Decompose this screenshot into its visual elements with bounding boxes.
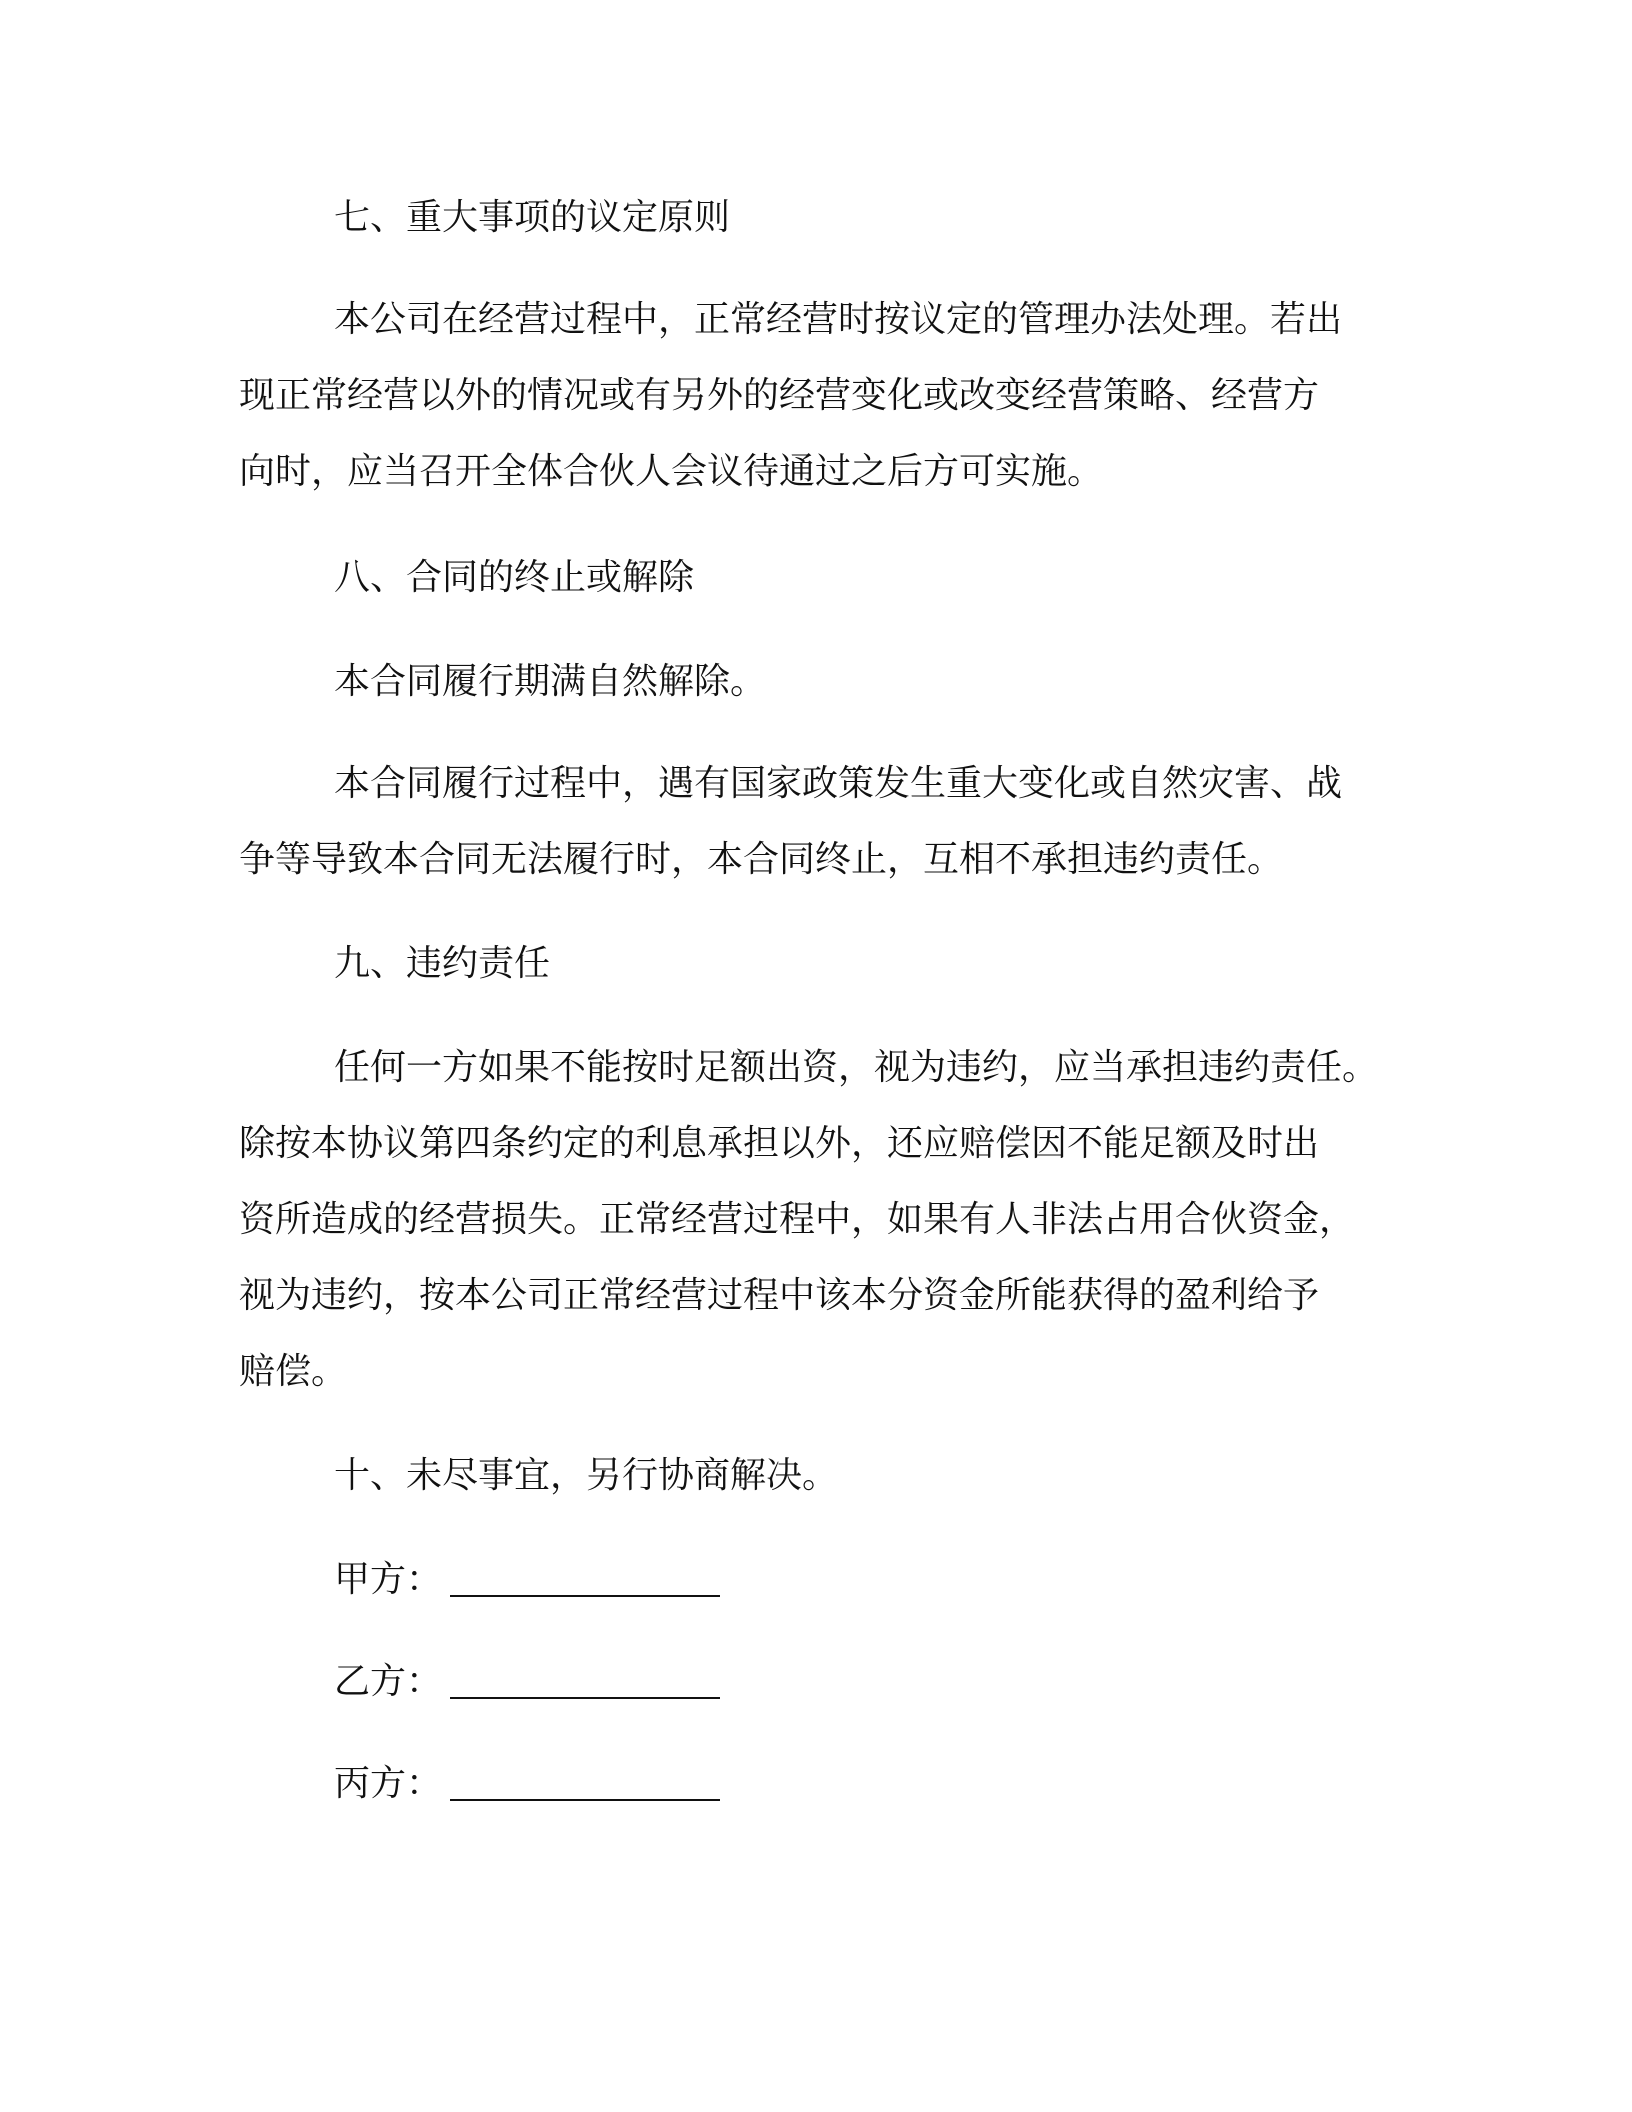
party-b-signature-blank[interactable] bbox=[450, 1677, 720, 1699]
signature-line-party-a bbox=[334, 1558, 720, 1602]
section-7-body-line-3: 向时，应当召开全体合伙人会议待通过之后方可实施。 bbox=[239, 451, 1104, 492]
section-9-body-line-2: 除按本协议第四条约定的利息承担以外，还应赔偿因不能足额及时出 bbox=[239, 1123, 1320, 1164]
party-c-label: 丙方： bbox=[334, 1763, 443, 1804]
section-7-heading: 七、重大事项的议定原则 bbox=[334, 197, 731, 238]
section-9-body-line-1: 任何一方如果不能按时足额出资，视为违约，应当承担违约责任。 bbox=[334, 1047, 1379, 1088]
section-8-paragraph-2-line-1: 本合同履行过程中，遇有国家政策发生重大变化或自然灾害、战 bbox=[334, 763, 1343, 804]
section-8-paragraph-1: 本合同履行期满自然解除。 bbox=[334, 661, 767, 702]
section-9-body-line-3: 资所造成的经营损失。正常经营过程中，如果有人非法占用合伙资金， bbox=[239, 1199, 1356, 1240]
party-b-label: 乙方： bbox=[334, 1661, 443, 1702]
section-9-heading: 九、违约责任 bbox=[334, 943, 551, 984]
section-9-body-line-4: 视为违约，按本公司正常经营过程中该本分资金所能获得的盈利给予 bbox=[239, 1275, 1320, 1316]
party-c-signature-blank[interactable] bbox=[450, 1779, 720, 1801]
party-a-label: 甲方： bbox=[334, 1559, 443, 1600]
section-10-heading: 十、未尽事宜，另行协商解决。 bbox=[334, 1455, 839, 1496]
section-7-body-line-2: 现正常经营以外的情况或有另外的经营变化或改变经营策略、经营方 bbox=[239, 375, 1320, 416]
section-7-body-line-1: 本公司在经营过程中，正常经营时按议定的管理办法处理。若出 bbox=[334, 299, 1343, 340]
section-9-body-line-5: 赔偿。 bbox=[239, 1351, 348, 1392]
section-8-paragraph-2-line-2: 争等导致本合同无法履行时，本合同终止，互相不承担违约责任。 bbox=[239, 839, 1284, 880]
party-a-signature-blank[interactable] bbox=[450, 1575, 720, 1597]
section-8-heading: 八、合同的终止或解除 bbox=[334, 557, 695, 598]
signature-line-party-c bbox=[334, 1762, 720, 1806]
signature-line-party-b bbox=[334, 1660, 720, 1704]
